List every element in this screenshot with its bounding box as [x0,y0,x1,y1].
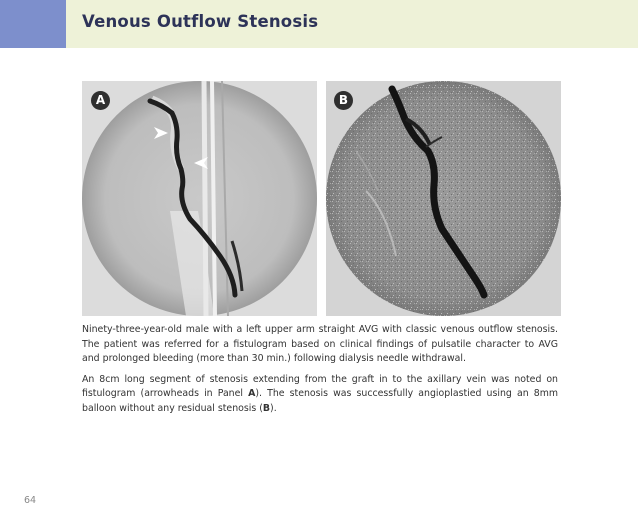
caption-paragraph-2 [82,373,558,417]
caption-text: An 8cm long segment of stenosis extending from the graft in to the axillary vein was noted on fistulogram (arrowheads in Panel [82,373,558,400]
page-number: 64 [24,495,37,506]
angiogram-image-b [326,81,561,316]
panel-label-a: A [91,91,110,110]
header-accent-block [0,0,66,48]
figure-caption [82,323,558,423]
panel-reference-b: B [262,402,271,414]
caption-text: ). The stenosis was successfully angioplastied using an 8mm balloon without any residual stenosis ( [82,388,558,414]
angiogram-image-a [82,81,317,316]
caption-paragraph-1: Ninety-three-year-old male with a left upper arm straight AVG with classic venous outflow stenosis. The patient was referred for a fistulogram based on clinical findings of pulsatile character to AVG and prolonged bleeding (more than 30 min.) following dialysis needle withdrawal. [82,324,558,365]
page-title: Venous Outflow Stenosis [82,12,319,31]
angiogram-panel-b [326,81,561,316]
panel-reference-a: A [248,388,256,400]
caption-text: ). [270,402,277,414]
panel-label-b: B [334,91,353,110]
angiogram-panel-a [82,81,317,316]
